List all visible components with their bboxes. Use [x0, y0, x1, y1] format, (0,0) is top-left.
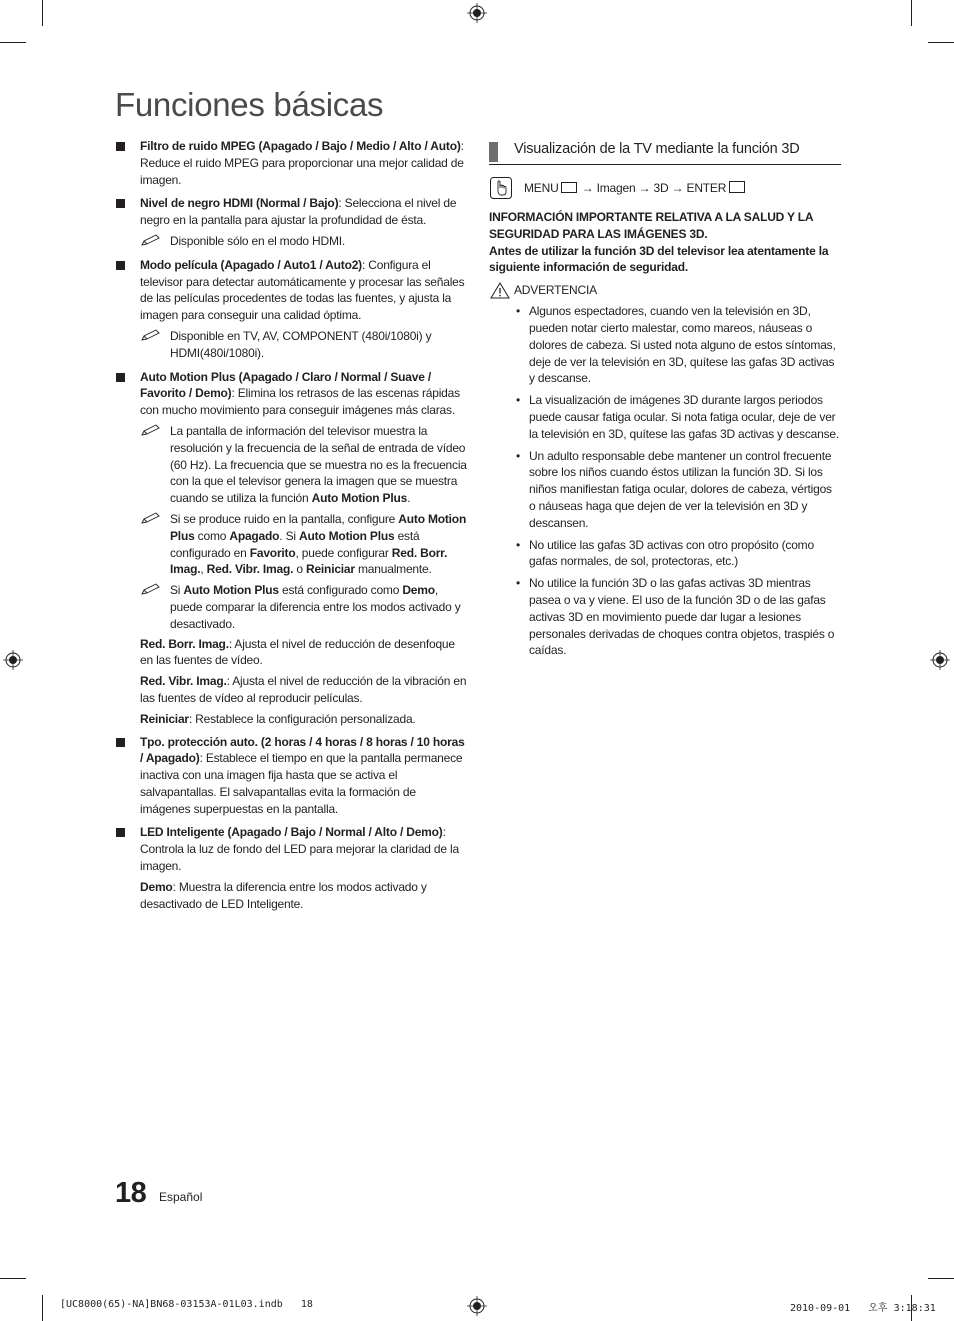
menu-path: MENU → Imagen → 3D → ENTER — [489, 177, 841, 199]
page-language: Español — [159, 1190, 203, 1204]
list-item: • La visualización de imágenes 3D durante largos periodos puede causar fatiga ocular. Si nota fatiga ocular, deje de ver la televisión en 3D, quítese las gafas 3D activas y descanse. — [516, 393, 839, 441]
section-heading — [489, 138, 841, 165]
note: Si Auto Motion Plus está configurado como Demo, puede comparar la diferencia entre los modos activado y desactivado. — [140, 582, 467, 632]
page-number: 18 — [115, 1177, 147, 1209]
left-column — [115, 138, 467, 916]
right-column — [489, 138, 841, 664]
note: La pantalla de información del televisor muestra la resolución y la frecuencia de la señal de entrada de vídeo (60 Hz). La frecuencia que se muestra no es la frecuencia con la que el televisor genera la imagen que se muestra cuando se utiliza la función Auto Motion Plus. — [140, 423, 467, 507]
note: Disponible sólo en el modo HDMI. — [140, 233, 467, 250]
square-bullet-icon — [116, 373, 125, 382]
sub-item-demo: Demo: Muestra la diferencia entre los modos activado y desactivado de LED Inteligente. — [140, 879, 427, 911]
square-bullet-icon — [116, 738, 125, 747]
crop-mark — [0, 1278, 26, 1279]
list-item: • No utilice las gafas 3D activas con otro propósito (como gafas normales, de sol, protectoras, etc.) — [516, 537, 814, 569]
health-title: INFORMACIÓN IMPORTANTE RELATIVA A LA SALUD Y LA SEGURIDAD PARA LAS IMÁGENES 3D. — [489, 210, 813, 241]
page-title: Funciones básicas — [115, 86, 384, 123]
pencil-note-icon — [140, 233, 162, 247]
list-item-mpeg: Filtro de ruido MPEG (Apagado / Bajo / Medio / Alto / Auto): Reduce el ruido MPEG para proporcionar una mejor calidad de imagen. — [115, 138, 467, 188]
square-bullet-icon — [116, 199, 125, 208]
note: Si se produce ruido en la pantalla, configure Auto Motion Plus como Apagado. Si Auto Motion Plus está configurado en Favorito, puede configurar Red. Borr. Imag., Red. Vibr. Imag. o Reiniciar manualmente. — [140, 511, 467, 578]
square-bullet-icon — [116, 142, 125, 151]
square-bullet-icon — [116, 828, 125, 837]
list-item-hdmi: Nivel de negro HDMI (Normal / Bajo): Selecciona el nivel de negro en la pantalla para ajustar la profundidad de ésta. Disponible sólo en el modo HDMI. — [115, 195, 467, 249]
list-item-auto-motion-plus: Auto Motion Plus (Apagado / Claro / Normal / Suave / Favorito / Demo): Elimina los retrasos de las escenas rápidas con mucho movimiento para conseguir imágenes más claras. La pantalla de información del televisor muestra la resolución y la frecuencia de la señal de entrada de vídeo (60 Hz). La frecuencia que se muestra no es la frecuencia con la que el televisor genera la imagen que se muestra cuando se utiliza la función Auto Motion Plus. Si se produce ruido en la pantalla, configure Auto Motion Plus como Apagado. Si Auto Motion Plus está configurado en Favorito, puede configurar Red. Borr. Imag., Red. Vibr. Imag. o Reiniciar manualmente. Si Auto Motion Plus está configurado como Demo, puede comparar la diferencia entre los modos activado y desactivado. — [115, 369, 467, 633]
health-intro: Antes de utilizar la función 3D del televisor lea atentamente la siguiente información de seguridad. — [489, 243, 829, 275]
registration-mark-icon — [3, 650, 23, 670]
pencil-note-icon — [140, 511, 162, 525]
crop-mark — [0, 42, 26, 43]
list-item-screen-saver: Tpo. protección auto. (2 horas / 4 horas / 8 horas / 10 horas / Apagado): Establece el tiempo en que la pantalla permanece inactiva con una imagen fija hasta que se activa el salvapantallas. El salvapantallas evita la formación de imágenes superpuestas en la pantalla. — [115, 734, 467, 818]
list-item: • Algunos espectadores, cuando ven la televisión en 3D, pueden notar cierto malestar, como mareos, náuseas o dolores de cabeza. Si usted nota alguno de estos síntomas, deje de ver la televisión en 3D, quítese las gafas 3D activas y descanse. — [516, 304, 836, 386]
sub-item-red-vibr: Red. Vibr. Imag.: Ajusta el nivel de reducción de la vibración en las fuentes de vídeo al reproducir películas. — [140, 674, 467, 705]
crop-mark — [42, 1295, 43, 1321]
print-date-info: 2010-09-01 오후 3:18:31 — [790, 1303, 936, 1314]
list-item: • Un adulto responsable debe mantener un control frecuente sobre los niños cuando éstos utilizan la función 3D. Si los niños manifiestan fatiga ocular, dolores de cabeza, vértigos o náuseas haga que dejen de ver la televisión en 3D y descansen. — [516, 448, 832, 530]
square-bullet-icon — [116, 261, 125, 270]
crop-mark — [928, 42, 954, 43]
crop-mark — [911, 0, 912, 26]
note: Disponible en TV, AV, COMPONENT (480i/1080i) y HDMI(480i/1080i). — [140, 328, 467, 362]
enter-button-icon — [729, 181, 745, 193]
pencil-note-icon — [140, 328, 162, 342]
sub-item-red-borr: Red. Borr. Imag.: Ajusta el nivel de reducción de desenfoque en las fuentes de vídeo. — [140, 636, 455, 668]
menu-button-icon — [561, 182, 577, 193]
sub-item-reiniciar: Reiniciar: Restablece la configuración personalizada. — [140, 711, 416, 726]
pencil-note-icon — [140, 423, 162, 437]
crop-mark — [42, 0, 43, 26]
list-item-led: LED Inteligente (Apagado / Bajo / Normal / Alto / Demo): Controla la luz de fondo del LED para mejorar la claridad de la imagen. — [115, 824, 467, 874]
warning-heading: ADVERTENCIA — [489, 282, 841, 299]
pencil-note-icon — [140, 582, 162, 596]
list-item-film-mode: Modo película (Apagado / Auto1 / Auto2): Configura el televisor para detectar automáticamente y procesar las señales de las películas procedentes de todas las fuentes, y ajusta la imagen para conseguir una calidad óptima. Disponible en TV, AV, COMPONENT (480i/1080i) y HDMI(480i/1080i). — [115, 257, 467, 362]
crop-mark — [928, 1278, 954, 1279]
registration-mark-icon — [467, 3, 487, 23]
list-item: • No utilice la función 3D o las gafas activas 3D mientras pasea o va y viene. El uso de la función 3D o de las gafas activas 3D en movimiento puede dar lugar a lesiones personales derivadas de choques contra objetos, traspiés o caídas. — [516, 576, 835, 658]
registration-mark-icon — [467, 1296, 487, 1316]
print-file-info: [UC8000(65)-NA]BN68-03153A-01L03.indb 18 — [60, 1299, 313, 1310]
section-title: Visualización de la TV mediante la función 3D — [514, 141, 800, 157]
section-bar — [489, 142, 498, 162]
hand-pointer-icon — [490, 177, 512, 199]
registration-mark-icon — [930, 650, 950, 670]
warning-triangle-icon — [490, 282, 510, 299]
